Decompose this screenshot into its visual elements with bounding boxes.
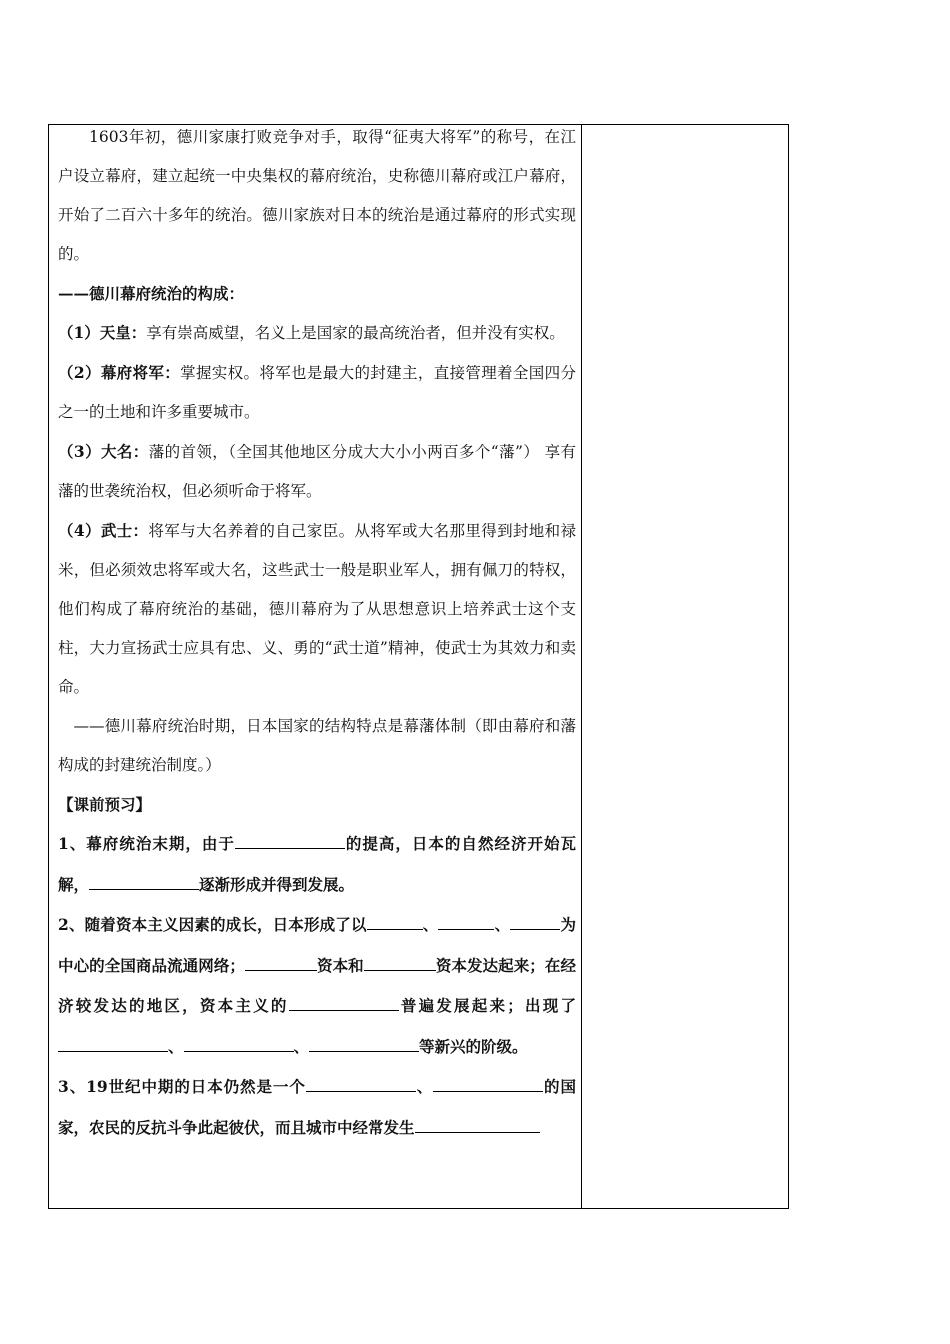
question-text: 的提高，日本的自然经济开始瓦解， [58,834,576,894]
question-text: 逐渐形成并得到发展。 [199,874,355,894]
role-shogun [58,353,576,432]
answer-blank[interactable] [309,1037,419,1052]
answer-blank[interactable] [433,1077,543,1092]
role-text: 享有崇高威望，名义上是国家的最高统治者，但并没有实权。 [146,324,565,342]
role-daimyo [58,432,576,511]
feature-paragraph: ——德川幕府统治时期，日本国家的结构特点是幕藩体制（即由幕府和藩构成的封建统治制度。） [58,717,576,774]
question-text: 资本和 [316,955,364,975]
answer-blank[interactable] [510,915,544,930]
question-text: 等新兴的阶级。 [419,1036,528,1056]
content-cell [58,124,576,1148]
role-label: （4）武士： [58,521,149,540]
preview-heading: 【课前预习】 [58,795,152,814]
role-text: 将军与大名养着的自己家臣。从将军或大名那里得到封地和禄米，但必须效忠将军或大名，这些武士一般是职业军人，拥有佩刀的特权，他们构成了幕府统治的基础，德川幕府为了从思想意识上培养武士这个支柱，大力宣扬武士应具有忠、义、勇的“武士道”精神，使武士为其效力和卖命。 [58,522,576,696]
answer-blank[interactable] [364,956,436,971]
role-emperor [58,313,576,353]
answer-blank[interactable] [89,875,199,890]
question-text: 普遍发展起来；出现了 [398,996,576,1015]
answer-blank[interactable] [306,1077,416,1092]
role-text: 藩的首领，（全国其他地区分成大大小小两百多个“藩”） 享有藩的世袭统治权，但必须听命于将军。 [58,443,576,500]
question-1 [58,824,576,905]
question-text: 资本发达起来；在经济较发达的地区，资本主义的 [58,955,576,1015]
question-3 [58,1067,576,1148]
question-2 [58,905,576,1067]
question-text: 、 [293,1036,310,1056]
question-text: 、 [415,1077,434,1096]
answer-blank[interactable] [235,834,345,849]
question-text: 3、19世纪中期的日本仍然是一个 [58,1077,306,1096]
answer-blank[interactable] [184,1037,294,1052]
role-label: （3）大名： [58,442,149,461]
role-samurai [58,511,576,707]
role-text: 掌握实权。将军也是最大的封建主，直接管理着全国四分之一的土地和许多重要城市。 [58,364,576,421]
intro-paragraph: 1603年初，德川家康打败竞争对手，取得“征夷大将军”的称号，在江户设立幕府，建立起统一中央集权的幕府统治，史称德川幕府或江户幕府，开始了二百六十多年的统治。德川家族对日本的统治是通过幕府的形式实现的。 [58,128,576,263]
answer-blank[interactable] [544,915,560,930]
answer-blank[interactable] [438,915,494,930]
answer-blank[interactable] [58,1037,168,1052]
answer-blank[interactable] [245,956,317,971]
question-text: 1、幕府统治末期，由于 [58,834,235,853]
question-text: 为中心的全国商品流通网络； [58,915,576,975]
question-text: 、 [422,915,439,934]
structure-heading: ——德川幕府统治的构成： [58,284,245,303]
answer-blank[interactable] [415,1118,540,1133]
question-text: 、 [168,1036,184,1056]
answer-blank[interactable] [367,915,423,930]
question-text: 的国家，农民的反抗斗争此起彼伏，而且城市中经常发生 [58,1077,576,1137]
question-text: 、 [494,915,511,934]
column-divider [581,124,582,1209]
role-label: （1）天皇： [58,323,147,342]
answer-blank[interactable] [289,996,399,1011]
question-text: 2、随着资本主义因素的成长，日本形成了以 [58,915,367,934]
role-label: （2）幕府将军： [58,363,181,382]
